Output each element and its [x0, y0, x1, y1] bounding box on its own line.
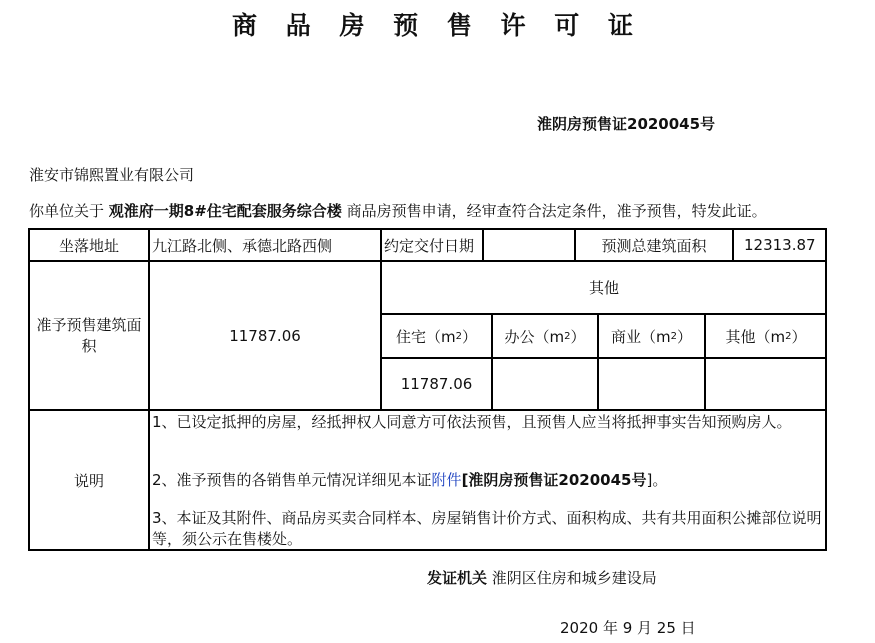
intro-text	[29, 200, 767, 221]
note-1: 1、已设定抵押的房屋，经抵押权人同意方可依法预售，且预售人应当将抵押事实告知预购房人。	[152, 413, 792, 431]
col-residential-header	[382, 315, 491, 357]
notes-label: 说明	[73, 471, 104, 490]
delivery-date-label: 约定交付日期	[384, 236, 475, 255]
table-rule	[732, 228, 734, 261]
project-name: 观淮府一期8#住宅配套服务综合楼	[108, 202, 342, 220]
unit-close: ）	[676, 327, 692, 346]
office-value	[493, 359, 597, 409]
residential-value: 11787.06	[400, 375, 473, 393]
note-2-suffix: ]。	[646, 471, 668, 489]
issuer-label: 发证机关	[427, 569, 488, 587]
other-value	[706, 359, 826, 409]
note-3: 3、本证及其附件、商品房买卖合同样本、房屋销售计价方式、面积构成、共有共用面积公摊部位说明等，须公示在售楼处。	[152, 509, 822, 548]
total-area-label: 预测总建筑面积	[601, 236, 707, 255]
location-label: 坐落地址	[58, 236, 119, 255]
note-2	[152, 470, 824, 491]
intro-suffix: 商品房预售申请，经审查符合法定条件，准予预售，特发此证。	[341, 202, 767, 220]
issuer	[427, 567, 657, 588]
col-office-header	[493, 315, 597, 357]
permit-number: 淮阴房预售证2020045号	[537, 115, 716, 133]
unit-close: ）	[570, 327, 586, 346]
issuer-name: 淮阴区住房和城乡建设局	[491, 569, 657, 587]
col-other-header	[706, 315, 826, 357]
location-value: 九江路北侧、承德北路西侧	[152, 236, 333, 255]
approved-area-label: 准予预售建筑面积	[36, 315, 142, 355]
unit-close: ）	[461, 327, 477, 346]
unit-superscript: 2	[564, 330, 571, 342]
unit-close: ）	[791, 327, 807, 346]
col-residential-text: 住宅（m	[395, 327, 456, 346]
col-other-text: 其他（m	[725, 327, 786, 346]
delivery-date-value	[486, 230, 574, 260]
permit-reference: [淮阴房预售证2020045号	[461, 471, 647, 489]
other-header: 其他	[588, 279, 619, 297]
commercial-value	[599, 359, 704, 409]
col-commercial-text: 商业（m	[610, 327, 671, 346]
total-area-value: 12313.87	[744, 236, 816, 254]
unit-superscript: 2	[785, 330, 792, 342]
col-office-text: 办公（m	[504, 327, 565, 346]
table-rule	[482, 228, 484, 261]
note-2-prefix: 2、准予预售的各销售单元情况详细见本证	[152, 471, 432, 489]
unit-superscript: 2	[455, 330, 462, 342]
attachment-link[interactable]: 附件	[431, 471, 462, 489]
approved-area-value: 11787.06	[229, 326, 301, 345]
unit-superscript: 2	[670, 330, 677, 342]
issue-date: 2020 年 9 月 25 日	[560, 619, 696, 637]
page-title: 商 品 房 预 售 许 可 证	[232, 11, 643, 40]
company-name: 淮安市锦熙置业有限公司	[29, 166, 195, 184]
col-commercial-header	[599, 315, 704, 357]
intro-prefix: 你单位关于	[29, 202, 109, 220]
